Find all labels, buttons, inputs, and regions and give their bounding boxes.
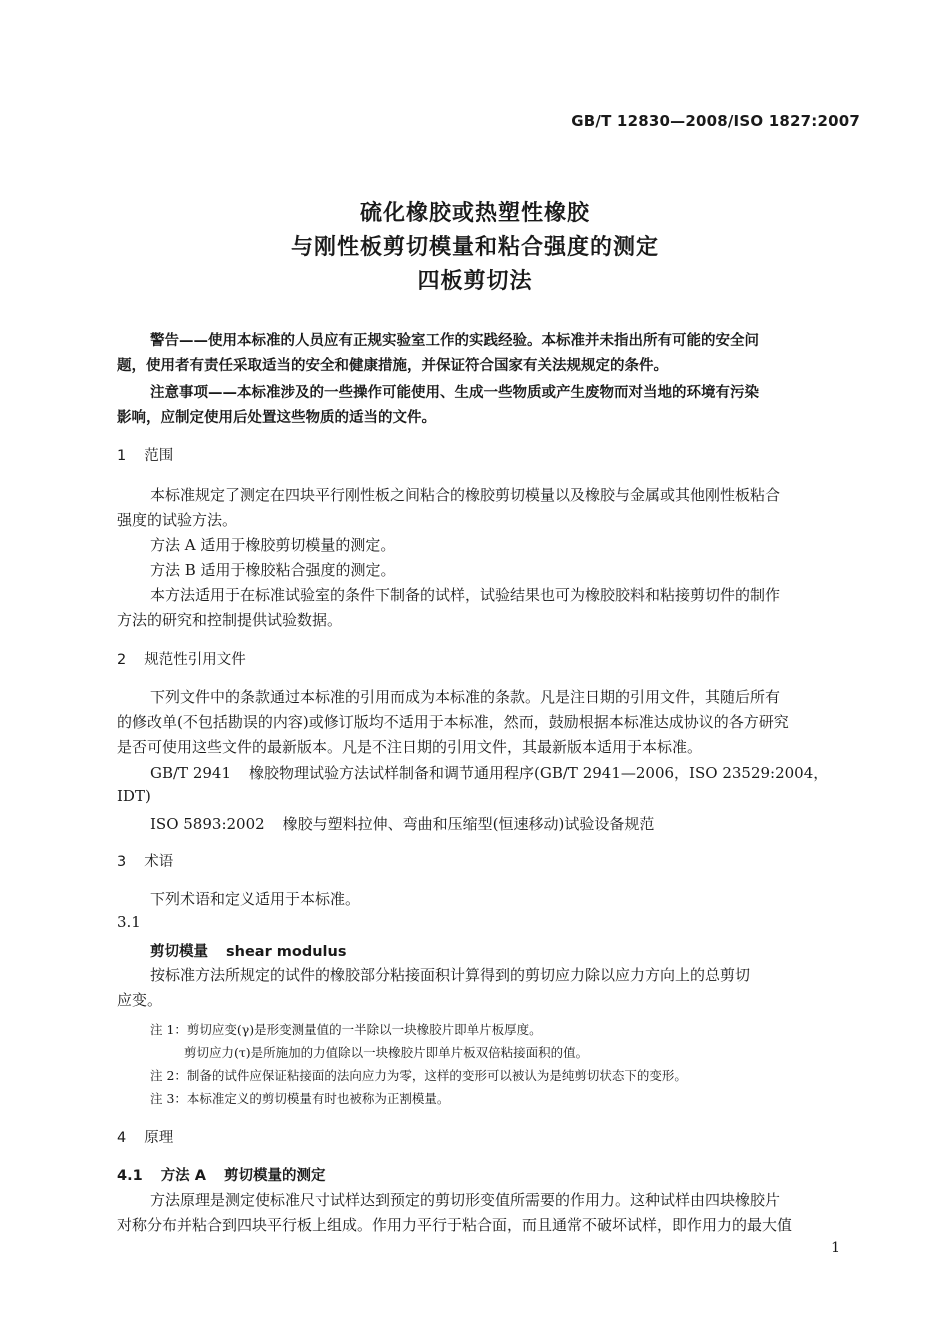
doc-title-line2: 与刚性板剪切模量和粘合强度的测定 <box>290 235 659 260</box>
sec4-title: 原理 <box>144 1130 174 1146</box>
standard-code: GB/T 12830—2008/ISO 1827:2007 <box>571 112 860 130</box>
sec1-p3: 方法 B 适用于橡胶粘合强度的测定。 <box>150 561 396 579</box>
ref2-code: ISO 5893:2002 <box>150 815 265 833</box>
sec2-num: 2 <box>117 652 127 668</box>
sec4-1-num: 4.1 <box>117 1168 143 1184</box>
sec2-p1-line2: 的修改单(不包括勘误的内容)或修订版均不适用于本标准，然而，鼓励根据本标准达成协议的各方研究 <box>117 713 789 731</box>
ref2-text: 橡胶与塑料拉伸、弯曲和压缩型(恒速移动)试验设备规范 <box>282 815 655 833</box>
sec4-num: 4 <box>117 1130 127 1146</box>
ref1-code: GB/T 2941 <box>150 764 232 782</box>
note1-b: 剪切应力(τ)是所施加的力值除以一块橡胶片即单片板双倍粘接面积的值。 <box>184 1045 589 1060</box>
doc-title-line1: 硫化橡胶或热塑性橡胶 <box>359 201 590 226</box>
warning-line2: 题，使用者有责任采取适当的安全和健康措施，并保证符合国家有关法规规定的条件。 <box>117 358 668 374</box>
sec2-ref1 <box>150 762 828 783</box>
sec3-num: 3 <box>117 854 127 870</box>
sec4-p1-line1: 方法原理是测定使标准尺寸试样达到预定的剪切形变值所需要的作用力。这种试样由四块橡胶片 <box>150 1191 781 1209</box>
sec3-sub-num: 3.1 <box>117 913 141 931</box>
sec4-1-method: 方法 A <box>160 1168 206 1184</box>
sec1-p4-line1: 本方法适用于在标准试验室的条件下制备的试样，试验结果也可为橡胶胶料和粘接剪切件的制作 <box>150 586 781 604</box>
term-heading <box>150 940 346 961</box>
warning-line1: 警告——使用本标准的人员应有正规实验室工作的实践经验。本标准并未指出所有可能的安全问 <box>150 333 759 349</box>
page-number: 1 <box>831 1240 840 1256</box>
sec3-intro: 下列术语和定义适用于本标准。 <box>150 890 361 908</box>
doc-title-line3: 四板剪切法 <box>417 269 533 294</box>
sec2-ref2 <box>150 813 654 834</box>
note3: 注 3：本标准定义的剪切模量有时也被称为正割模量。 <box>150 1091 450 1106</box>
term-def-line2: 应变。 <box>117 991 163 1009</box>
caution-line1: 注意事项——本标准涉及的一些操作可能使用、生成一些物质或产生废物而对当地的环境有污染 <box>150 385 759 401</box>
sec3-heading <box>117 850 173 871</box>
sec1-p4-line2: 方法的研究和控制提供试验数据。 <box>117 611 343 629</box>
sec1-p2: 方法 A 适用于橡胶剪切模量的测定。 <box>150 536 396 554</box>
note2: 注 2：制备的试件应保证粘接面的法向应力为零，这样的变形可以被认为是纯剪切状态下的变形。 <box>150 1068 687 1083</box>
sec2-p1-line1: 下列文件中的条款通过本标准的引用而成为本标准的条款。凡是注日期的引用文件，其随后所有 <box>150 688 781 706</box>
sec2-ref1-cont: IDT) <box>117 787 151 805</box>
note1-a: 注 1：剪切应变(γ)是形变测量值的一半除以一块橡胶片即单片板厚度。 <box>150 1022 542 1037</box>
term-cn: 剪切模量 <box>150 944 208 960</box>
sec4-1-heading <box>117 1164 325 1185</box>
sec4-heading <box>117 1126 173 1147</box>
sec1-num: 1 <box>117 448 127 464</box>
sec1-heading <box>117 444 173 465</box>
term-en: shear modulus <box>226 944 347 960</box>
sec1-p1-line1: 本标准规定了测定在四块平行刚性板之间粘合的橡胶剪切模量以及橡胶与金属或其他刚性板粘合 <box>150 486 781 504</box>
sec2-title: 规范性引用文件 <box>144 652 246 668</box>
sec3-title: 术语 <box>144 854 174 870</box>
sec4-p1-line2: 对称分布并粘合到四块平行板上组成。作用力平行于粘合面，而且通常不破坏试样，即作用力的最大值 <box>117 1216 793 1234</box>
sec1-title: 范围 <box>144 448 174 464</box>
sec2-heading <box>117 648 246 669</box>
term-def-line1: 按标准方法所规定的试件的橡胶部分粘接面积计算得到的剪切应力除以应力方向上的总剪切 <box>150 966 751 984</box>
sec1-p1-line2: 强度的试验方法。 <box>117 511 238 529</box>
caution-line2: 影响，应制定使用后处置这些物质的适当的文件。 <box>117 410 436 426</box>
sec2-p1-line3: 是否可使用这些文件的最新版本。凡是不注日期的引用文件，其最新版本适用于本标准。 <box>117 738 703 756</box>
ref1-text: 橡胶物理试验方法试样制备和调节通用程序(GB/T 2941—2006，ISO 23529:2004， <box>249 764 829 782</box>
sec4-1-title: 剪切模量的测定 <box>223 1168 326 1184</box>
